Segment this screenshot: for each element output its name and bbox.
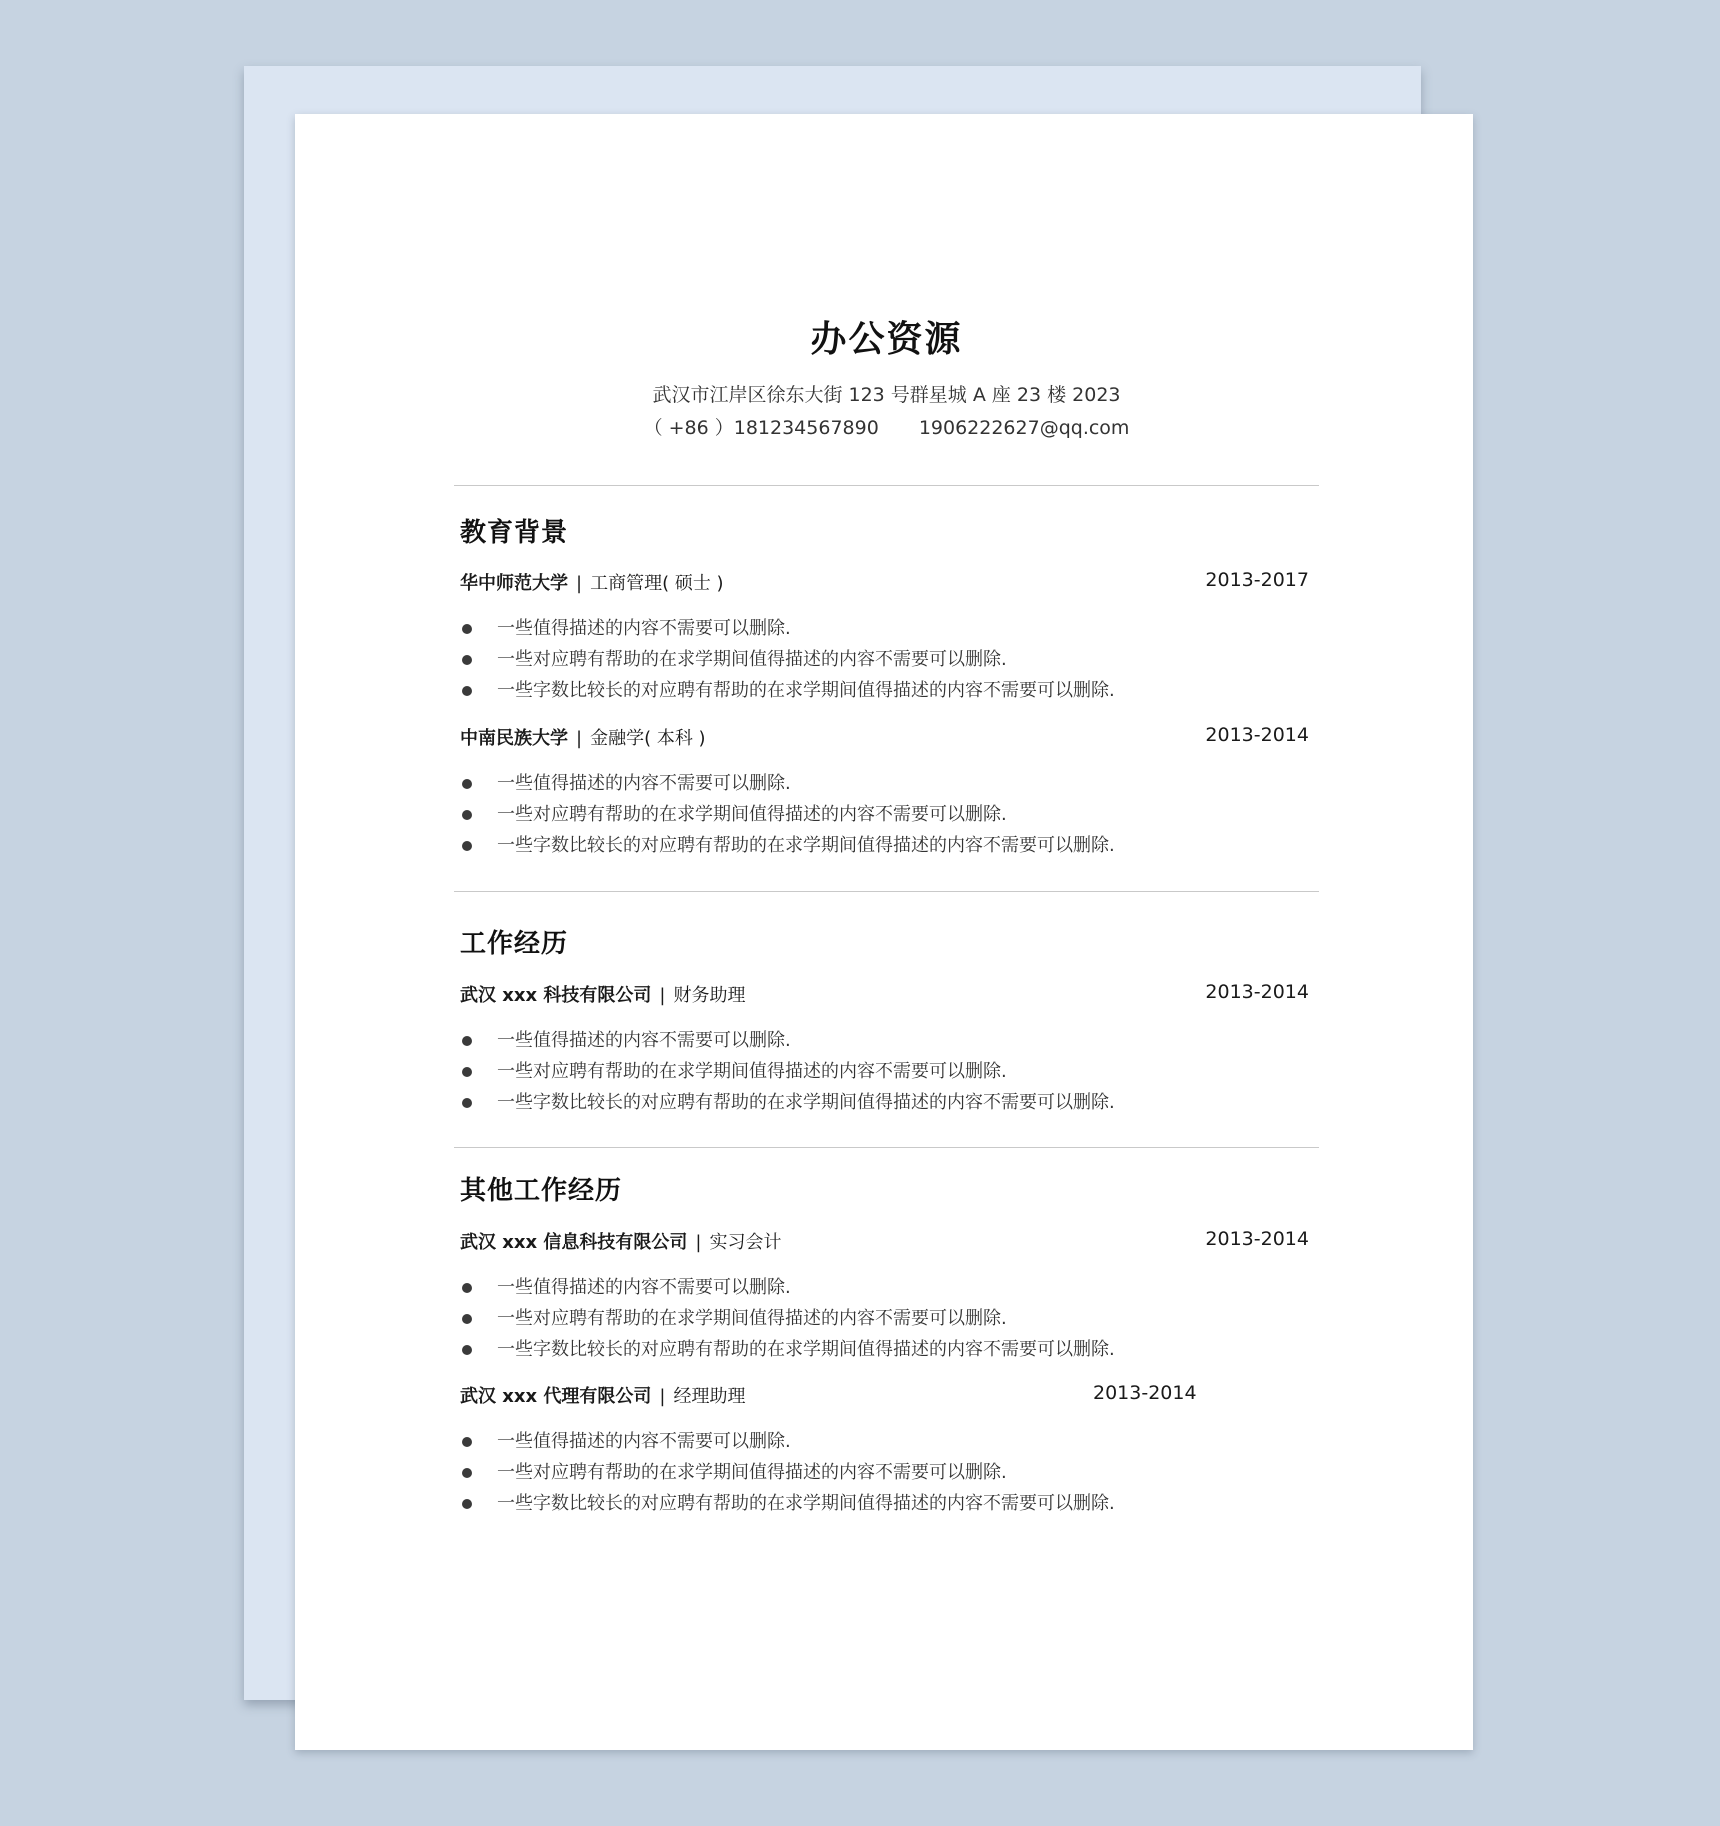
- bullet-dot: [462, 1283, 472, 1293]
- entry-role: 工商管理( 硕士 ): [590, 573, 724, 594]
- bullet-dot: [462, 1098, 472, 1108]
- entry-separator: |: [576, 573, 583, 594]
- bullet-dot: [462, 810, 472, 820]
- bullet-dot: [462, 655, 472, 665]
- list-item: 一些值得描述的内容不需要可以删除.: [460, 1272, 1115, 1303]
- entry-org: 武汉 xxx 代理有限公司: [460, 1386, 652, 1407]
- bullet-dot: [462, 841, 472, 851]
- bullet-dot: [462, 1036, 472, 1046]
- list-item: 一些字数比较长的对应聘有帮助的在求学期间值得描述的内容不需要可以删除.: [460, 1488, 1115, 1519]
- bullet-list: [460, 1025, 1115, 1118]
- section-title-education: 教育背景: [460, 518, 569, 548]
- email: 1906222627@qq.com: [918, 417, 1130, 439]
- list-item: 一些字数比较长的对应聘有帮助的在求学期间值得描述的内容不需要可以删除.: [460, 830, 1115, 861]
- work-entry-header: [460, 981, 1309, 1007]
- bullet-list: [460, 613, 1115, 706]
- list-item: 一些值得描述的内容不需要可以删除.: [460, 1025, 1115, 1056]
- entry-role: 财务助理: [673, 985, 746, 1006]
- list-item: 一些对应聘有帮助的在求学期间值得描述的内容不需要可以删除.: [460, 1056, 1115, 1087]
- list-item: 一些字数比较长的对应聘有帮助的在求学期间值得描述的内容不需要可以删除.: [460, 1334, 1115, 1365]
- bullet-list: [460, 1272, 1115, 1365]
- education-entry-header: [460, 724, 1309, 750]
- entry-separator: |: [659, 1386, 666, 1407]
- work-entry-header: [460, 1382, 1309, 1408]
- list-item: 一些字数比较长的对应聘有帮助的在求学期间值得描述的内容不需要可以删除.: [460, 675, 1115, 706]
- work-entry-header: [460, 1228, 1309, 1254]
- bullet-dot: [462, 686, 472, 696]
- list-item: 一些对应聘有帮助的在求学期间值得描述的内容不需要可以删除.: [460, 644, 1115, 675]
- bullet-dot: [462, 624, 472, 634]
- contact-info: [454, 413, 1319, 440]
- list-item: 一些字数比较长的对应聘有帮助的在求学期间值得描述的内容不需要可以删除.: [460, 1087, 1115, 1118]
- entry-role: 金融学( 本科 ): [590, 728, 706, 749]
- bullet-list: [460, 1426, 1115, 1519]
- entry-date: 2013-2014: [1093, 1382, 1197, 1404]
- bullet-list: [460, 768, 1115, 861]
- bullet-dot: [462, 1067, 472, 1077]
- list-item: 一些值得描述的内容不需要可以删除.: [460, 613, 1115, 644]
- entry-date: 2013-2014: [1205, 981, 1309, 1003]
- list-item: 一些值得描述的内容不需要可以删除.: [460, 768, 1115, 799]
- list-item: 一些对应聘有帮助的在求学期间值得描述的内容不需要可以删除.: [460, 1457, 1115, 1488]
- entry-date: 2013-2017: [1205, 569, 1309, 591]
- entry-role: 经理助理: [673, 1386, 746, 1407]
- education-entry-header: [460, 569, 1309, 595]
- phone: （ +86 ）181234567890: [643, 417, 879, 439]
- resume-page: [295, 114, 1473, 1750]
- list-item: 一些值得描述的内容不需要可以删除.: [460, 1426, 1115, 1457]
- entry-role: 实习会计: [709, 1232, 782, 1253]
- bullet-dot: [462, 1499, 472, 1509]
- entry-separator: |: [576, 728, 583, 749]
- section-divider: [454, 485, 1319, 486]
- bullet-dot: [462, 1345, 472, 1355]
- bullet-dot: [462, 1468, 472, 1478]
- entry-date: 2013-2014: [1205, 724, 1309, 746]
- section-title-other-work: 其他工作经历: [460, 1176, 623, 1206]
- entry-separator: |: [695, 1232, 702, 1253]
- entry-org: 武汉 xxx 科技有限公司: [460, 985, 652, 1006]
- bullet-dot: [462, 779, 472, 789]
- list-item: 一些对应聘有帮助的在求学期间值得描述的内容不需要可以删除.: [460, 799, 1115, 830]
- section-divider: [454, 891, 1319, 892]
- address: 武汉市江岸区徐东大街 123 号群星城 A 座 23 楼 2023: [652, 384, 1121, 406]
- bullet-dot: [462, 1314, 472, 1324]
- entry-org: 武汉 xxx 信息科技有限公司: [460, 1232, 688, 1253]
- entry-separator: |: [659, 985, 666, 1006]
- entry-org: 中南民族大学: [460, 728, 568, 749]
- resume-name: 办公资源: [810, 319, 963, 360]
- list-item: 一些对应聘有帮助的在求学期间值得描述的内容不需要可以删除.: [460, 1303, 1115, 1334]
- entry-org: 华中师范大学: [460, 573, 568, 594]
- section-divider: [454, 1147, 1319, 1148]
- section-title-work: 工作经历: [460, 929, 569, 959]
- entry-date: 2013-2014: [1205, 1228, 1309, 1250]
- bullet-dot: [462, 1437, 472, 1447]
